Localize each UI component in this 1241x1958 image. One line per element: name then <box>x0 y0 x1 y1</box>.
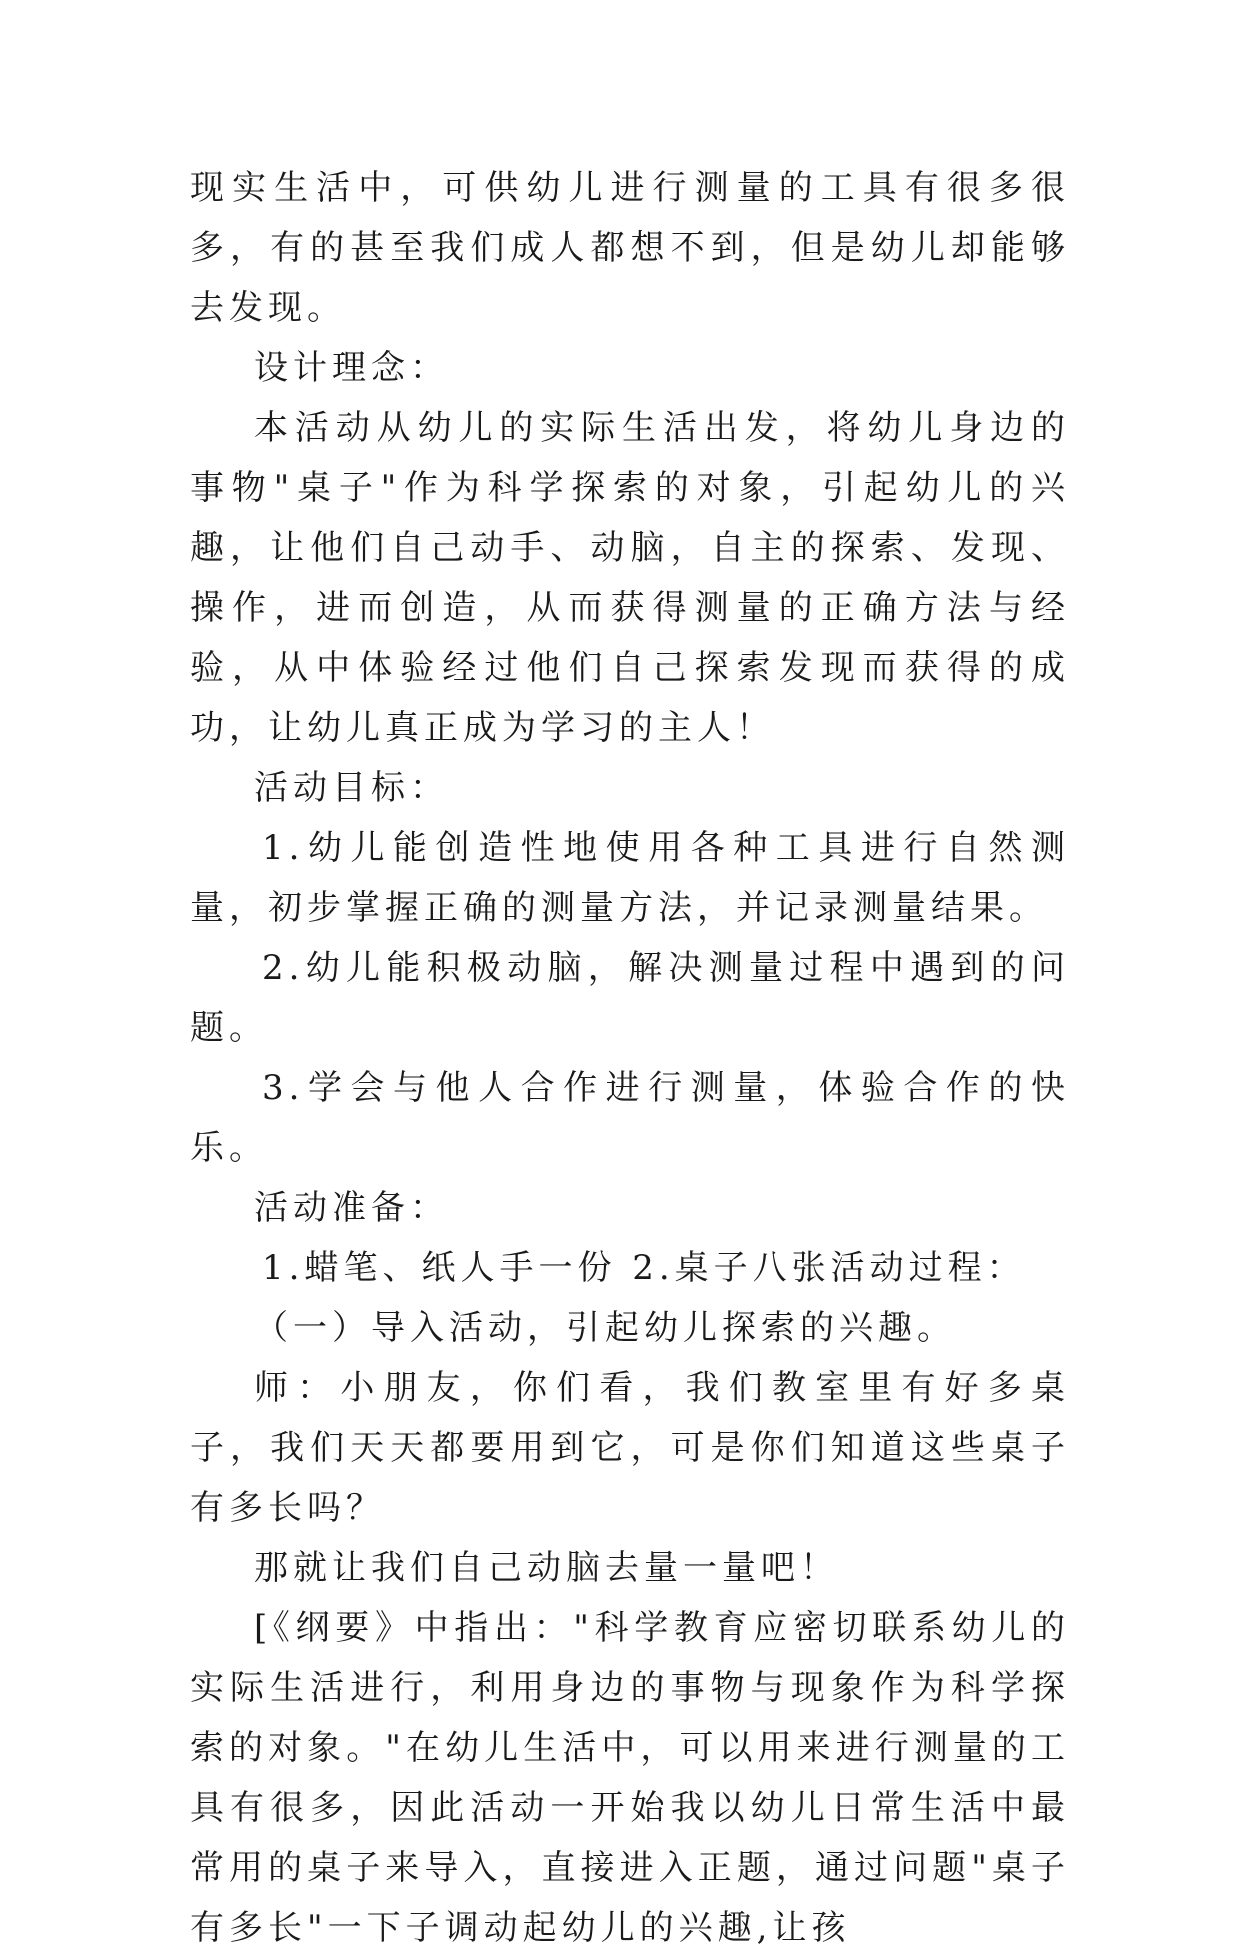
goal-item-3: 3.学会与他人合作进行测量，体验合作的快乐。 <box>190 1068 1070 1168</box>
paragraph-teacher-question: 师：小朋友，你们看，我们教室里有好多桌子，我们天天都要用到它，可是你们知道这些桌子有多长吗？ <box>190 1368 1070 1528</box>
goal-item-2: 2.幼儿能积极动脑，解决测量过程中遇到的问题。 <box>190 948 1070 1048</box>
heading-activity-goals: 活动目标： <box>254 768 449 808</box>
goal-item-1: 1.幼儿能创造性地使用各种工具进行自然测量，初步掌握正确的测量方法，并记录测量结果。 <box>190 828 1070 928</box>
heading-activity-preparation: 活动准备： <box>254 1188 449 1228</box>
paragraph-lets-measure: 那就让我们自己动脑去量一量吧！ <box>254 1548 839 1588</box>
document-body <box>190 158 1070 1958</box>
paragraph-intro-continuation: 现实生活中，可供幼儿进行测量的工具有很多很多，有的甚至我们成人都想不到，但是幼儿却能够去发现。 <box>190 168 1070 328</box>
section-heading-intro: （一）导入活动，引起幼儿探索的兴趣。 <box>254 1308 956 1348</box>
paragraph-design-concept: 本活动从幼儿的实际生活出发，将幼儿身边的事物"桌子"作为科学探索的对象，引起幼儿的兴趣，让他们自己动手、动脑，自主的探索、发现、操作，进而创造，从而获得测量的正确方法与经验，从中体验经过他们自己探索发现而获得的成功，让幼儿真正成为学习的主人！ <box>190 408 1070 748</box>
heading-design-concept: 设计理念： <box>254 348 449 388</box>
preparation-items: 1.蜡笔、纸人手一份 2.桌子八张活动过程： <box>262 1248 1026 1288</box>
paragraph-outline-quote: [《纲要》中指出："科学教育应密切联系幼儿的实际生活进行，利用身边的事物与现象作为科学探索的对象。"在幼儿生活中，可以用来进行测量的工具有很多，因此活动一开始我以幼儿日常生活中最常用的桌子来导入，直接进入正题，通过问题"桌子有多长"一下子调动起幼儿的兴趣,让孩 <box>190 1608 1070 1948</box>
